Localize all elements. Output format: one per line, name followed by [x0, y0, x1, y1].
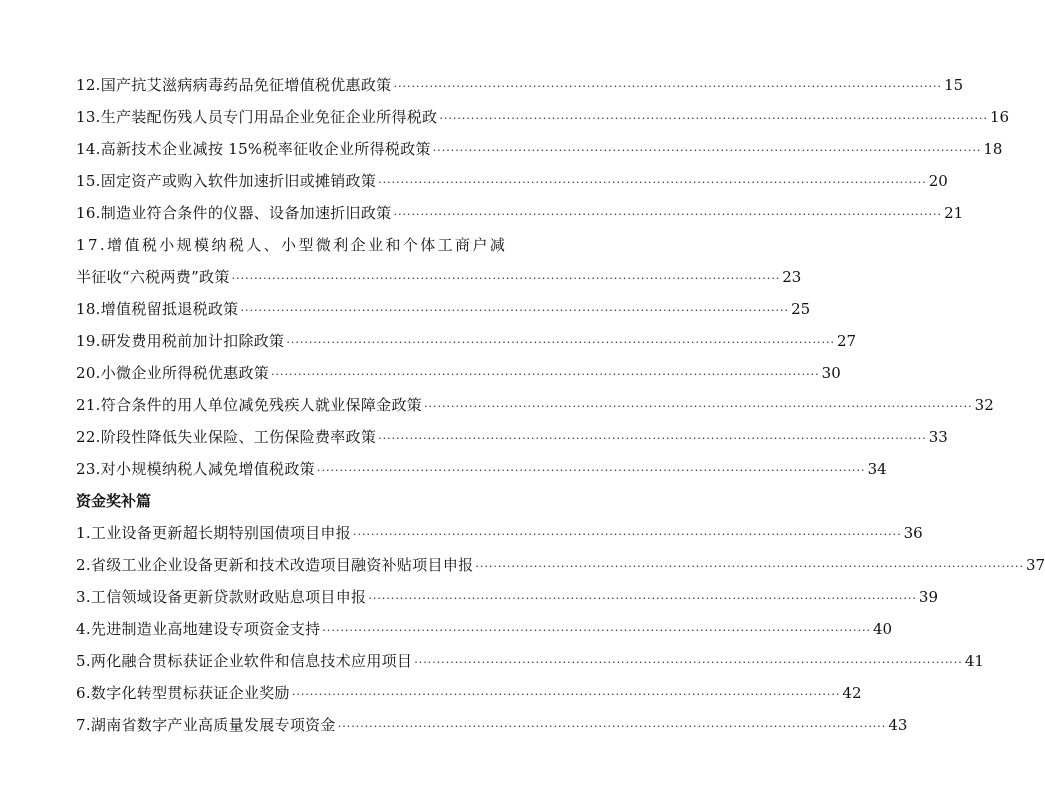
toc-entry-16[interactable]: [76, 197, 964, 229]
toc-entry-label-line2: 半征收“六税两费”政策: [76, 268, 230, 286]
toc-leader-dots: [322, 615, 871, 647]
toc-entry-14[interactable]: [76, 133, 1003, 165]
toc-fund-entry-4[interactable]: [76, 613, 893, 645]
toc-entry-label: 23.对小规模纳税人减免增值税政策: [76, 460, 315, 478]
toc-leader-dots: [338, 711, 887, 743]
toc-page-number: 16: [989, 108, 1010, 126]
toc-leader-dots: [378, 423, 927, 455]
toc-leader-dots: [232, 263, 781, 295]
toc-fund-entry-5[interactable]: [76, 645, 984, 677]
toc-entry-label: 6.数字化转型贯标获证企业奖励: [76, 684, 290, 702]
toc-page-number: 40: [873, 620, 893, 638]
toc-page-number: 32: [974, 396, 994, 414]
toc-leader-dots: [292, 679, 841, 711]
toc-leader-dots: [240, 295, 789, 327]
toc-page-number: 43: [888, 716, 908, 734]
toc-entry-label: 21.符合条件的用人单位减免残疾人就业保障金政策: [76, 396, 423, 414]
toc-page-number: 36: [903, 524, 923, 542]
toc-page-number: 23: [782, 268, 802, 286]
toc-page-number: 33: [928, 428, 948, 446]
toc-entry-17[interactable]: [76, 229, 802, 293]
toc-entry-label: 18.增值税留抵退税政策: [76, 300, 239, 318]
toc-page-number: 41: [964, 652, 984, 670]
toc-entry-label: 7.湖南省数字产业高质量发展专项资金: [76, 716, 336, 734]
toc-entry-label: 1.工业设备更新超长期特别国债项目申报: [76, 524, 352, 542]
toc-entry-22[interactable]: [76, 421, 948, 453]
toc-leader-dots: [286, 327, 835, 359]
toc-entry-label: 12.国产抗艾滋病病毒药品免征增值税优惠政策: [76, 76, 392, 94]
toc-entry-label: 2.省级工业企业设备更新和技术改造项目融资补贴项目申报: [76, 556, 474, 574]
toc-leader-dots: [414, 647, 963, 679]
toc-entry-label: 3.工信领域设备更新贷款财政贴息项目申报: [76, 588, 367, 606]
toc-entry-12[interactable]: [76, 69, 964, 101]
toc-leader-dots: [475, 551, 1024, 583]
toc-leader-dots: [378, 167, 927, 199]
toc-page-number: 34: [867, 460, 887, 478]
toc-entry-label: 5.两化融合贯标获证企业软件和信息技术应用项目: [76, 652, 413, 670]
toc-leader-dots: [317, 455, 866, 487]
toc-entry-23[interactable]: [76, 453, 887, 485]
fund-items-group: [76, 517, 1045, 741]
toc-page-number: 15: [944, 76, 964, 94]
toc-entry-label: 13.生产装配伤残人员专门用品企业免征企业所得税政: [76, 108, 438, 126]
tax-items-group-b: [76, 293, 994, 485]
toc-entry-21[interactable]: [76, 389, 994, 421]
toc-entry-label: 15.固定资产或购入软件加速折旧或摊销政策: [76, 172, 377, 190]
toc-entry-label: 20.小微企业所得税优惠政策: [76, 364, 270, 382]
toc-page-number: 27: [836, 332, 857, 350]
toc-entry-label: 14.高新技术企业减按 15%税率征收企业所得税政策: [76, 140, 431, 158]
toc-page-number: 42: [842, 684, 862, 702]
toc-leader-dots: [439, 103, 988, 135]
toc-fund-entry-6[interactable]: [76, 677, 862, 709]
section-heading: 资金奖补篇: [76, 492, 152, 510]
toc-leader-dots: [368, 583, 917, 615]
toc-entry-label: 19.研发费用税前加计扣除政策: [76, 332, 285, 350]
toc-fund-entry-1[interactable]: [76, 517, 923, 549]
toc-entry-15[interactable]: [76, 165, 948, 197]
toc-entry-label: 4.先进制造业高地建设专项资金支持: [76, 620, 321, 638]
tax-items-group-a: [76, 69, 1010, 229]
toc-leader-dots: [271, 359, 820, 391]
toc-fund-entry-7[interactable]: [76, 709, 908, 741]
toc-leader-dots: [353, 519, 902, 551]
toc-entry-18[interactable]: [76, 293, 811, 325]
toc-fund-entry-2[interactable]: [76, 549, 1045, 581]
toc-entry-label-line1: 17.增值税小规模纳税人、小型微利企业和个体工商户减: [76, 236, 508, 254]
toc-entry-13[interactable]: [76, 101, 1010, 133]
toc-page-number: 20: [928, 172, 948, 190]
toc-page-number: 21: [944, 204, 964, 222]
toc-page-number: 25: [791, 300, 811, 318]
toc-entry-label: 22.阶段性降低失业保险、工伤保险费率政策: [76, 428, 377, 446]
toc-page-number: 39: [918, 588, 939, 606]
table-of-contents: [76, 69, 1045, 741]
toc-page-number: 18: [983, 140, 1003, 158]
toc-entry-19[interactable]: [76, 325, 857, 357]
toc-page-number: 30: [821, 364, 841, 382]
toc-leader-dots: [393, 71, 942, 103]
toc-fund-entry-3[interactable]: [76, 581, 939, 613]
toc-leader-dots: [424, 391, 973, 423]
toc-page-number: 37: [1026, 556, 1045, 574]
toc-leader-dots: [433, 135, 982, 167]
toc-leader-dots: [393, 199, 942, 231]
toc-entry-20[interactable]: [76, 357, 841, 389]
toc-entry-label: 16.制造业符合条件的仪器、设备加速折旧政策: [76, 204, 392, 222]
